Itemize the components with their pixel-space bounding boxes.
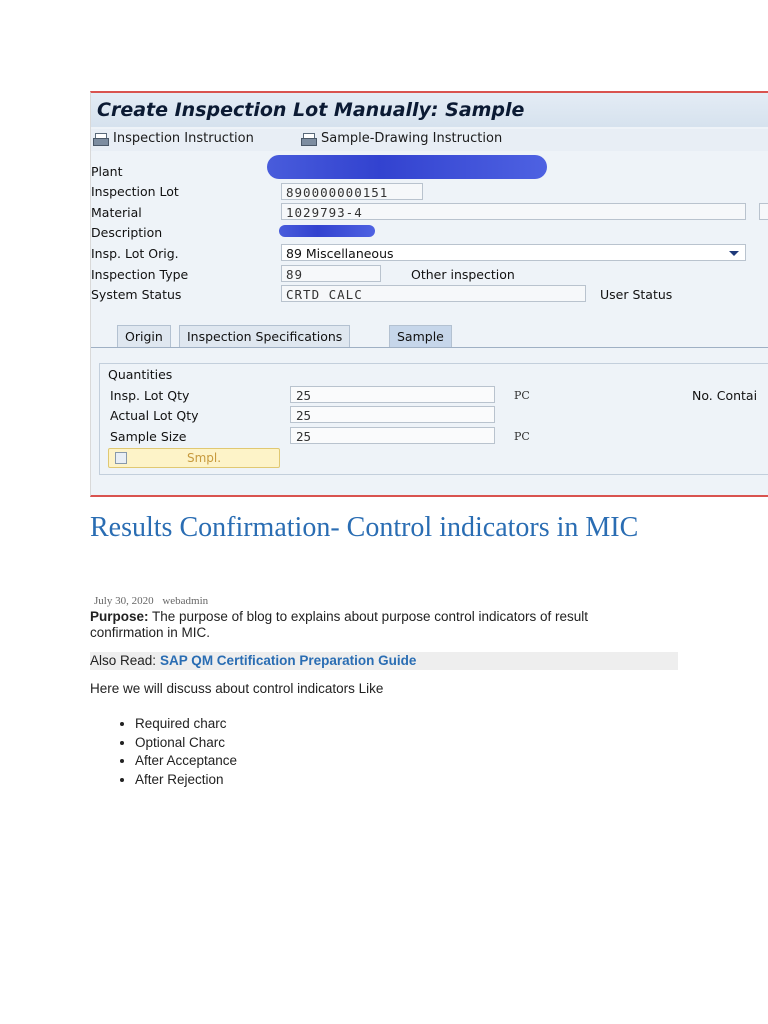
sample-size-label: Sample Size bbox=[110, 429, 187, 444]
list-item: • Optional Charc bbox=[135, 734, 237, 753]
control-indicators-list bbox=[110, 715, 237, 789]
sap-screenshot bbox=[90, 91, 768, 497]
smpl-button[interactable] bbox=[108, 448, 280, 468]
description-redaction bbox=[279, 225, 375, 237]
inspection-type-text: Other inspection bbox=[411, 267, 515, 282]
inspection-instruction-label: Inspection Instruction bbox=[113, 131, 254, 146]
sample-drawing-instruction-label: Sample-Drawing Instruction bbox=[321, 131, 503, 146]
system-status-label: System Status bbox=[91, 287, 182, 302]
inspection-lot-label: Inspection Lot bbox=[91, 184, 179, 199]
purpose-paragraph bbox=[90, 609, 650, 641]
smpl-button-label: Smpl. bbox=[187, 451, 222, 465]
sample-size-field[interactable]: 25 bbox=[290, 427, 495, 444]
inspection-lot-field[interactable]: 890000000151 bbox=[281, 183, 423, 200]
inspection-type-label: Inspection Type bbox=[91, 267, 189, 282]
sap-window-title: Create Inspection Lot Manually: Sample bbox=[91, 93, 768, 127]
dropdown-arrow-icon[interactable] bbox=[729, 251, 739, 256]
insp-lot-qty-unit: PC bbox=[514, 389, 530, 402]
purpose-label: Purpose: bbox=[90, 609, 149, 624]
actual-lot-qty-label: Actual Lot Qty bbox=[110, 408, 199, 423]
list-item: • After Rejection bbox=[135, 771, 237, 790]
sample-size-unit: PC bbox=[514, 430, 530, 443]
material-field[interactable]: 1029793-4 bbox=[281, 203, 746, 220]
also-read-box bbox=[90, 652, 678, 670]
tab-inspection-specifications[interactable]: Inspection Specifications bbox=[179, 325, 350, 347]
printer-icon bbox=[301, 133, 317, 145]
system-status-field[interactable]: CRTD CALC bbox=[281, 285, 586, 302]
inspection-instruction-button[interactable] bbox=[93, 131, 254, 146]
sap-toolbar bbox=[91, 129, 768, 151]
description-label: Description bbox=[91, 225, 163, 240]
insp-lot-orig-dropdown[interactable] bbox=[281, 244, 746, 261]
user-status-label: User Status bbox=[600, 287, 673, 302]
actual-lot-qty-field[interactable]: 25 bbox=[290, 406, 495, 423]
checkbox-icon bbox=[115, 452, 127, 464]
tab-strip bbox=[91, 325, 768, 348]
material-label: Material bbox=[91, 205, 142, 220]
purpose-text: The purpose of blog to explains about purpose control indicators of result confirmation in MIC. bbox=[90, 609, 589, 640]
quantities-title: Quantities bbox=[108, 367, 173, 382]
intro-paragraph: Here we will discuss about control indicators Like bbox=[90, 681, 384, 696]
article-meta bbox=[94, 595, 208, 607]
sample-drawing-instruction-button[interactable] bbox=[301, 131, 502, 146]
insp-lot-orig-label: Insp. Lot Orig. bbox=[91, 246, 179, 261]
printer-icon bbox=[93, 133, 109, 145]
insp-lot-qty-label: Insp. Lot Qty bbox=[110, 388, 190, 403]
insp-lot-qty-field[interactable]: 25 bbox=[290, 386, 495, 403]
list-item: • Required charc bbox=[135, 715, 237, 734]
material-extra-field[interactable] bbox=[759, 203, 768, 220]
also-read-link[interactable]: SAP QM Certification Preparation Guide bbox=[160, 653, 417, 668]
no-containers-label: No. Contai bbox=[692, 388, 758, 403]
post-author[interactable]: webadmin bbox=[162, 595, 209, 607]
list-item: • After Acceptance bbox=[135, 752, 237, 771]
post-date: July 30, 2020 bbox=[94, 595, 154, 607]
also-read-label: Also Read: bbox=[90, 653, 157, 668]
tab-origin[interactable]: Origin bbox=[117, 325, 171, 347]
article-title[interactable]: Results Confirmation- Control indicators in MIC bbox=[90, 512, 639, 543]
insp-lot-orig-value: 89 Miscellaneous bbox=[286, 246, 394, 261]
tab-sample[interactable]: Sample bbox=[389, 325, 452, 347]
quantities-group bbox=[99, 363, 768, 475]
inspection-type-field[interactable]: 89 bbox=[281, 265, 381, 282]
plant-redaction bbox=[267, 155, 547, 179]
plant-label: Plant bbox=[91, 164, 123, 179]
